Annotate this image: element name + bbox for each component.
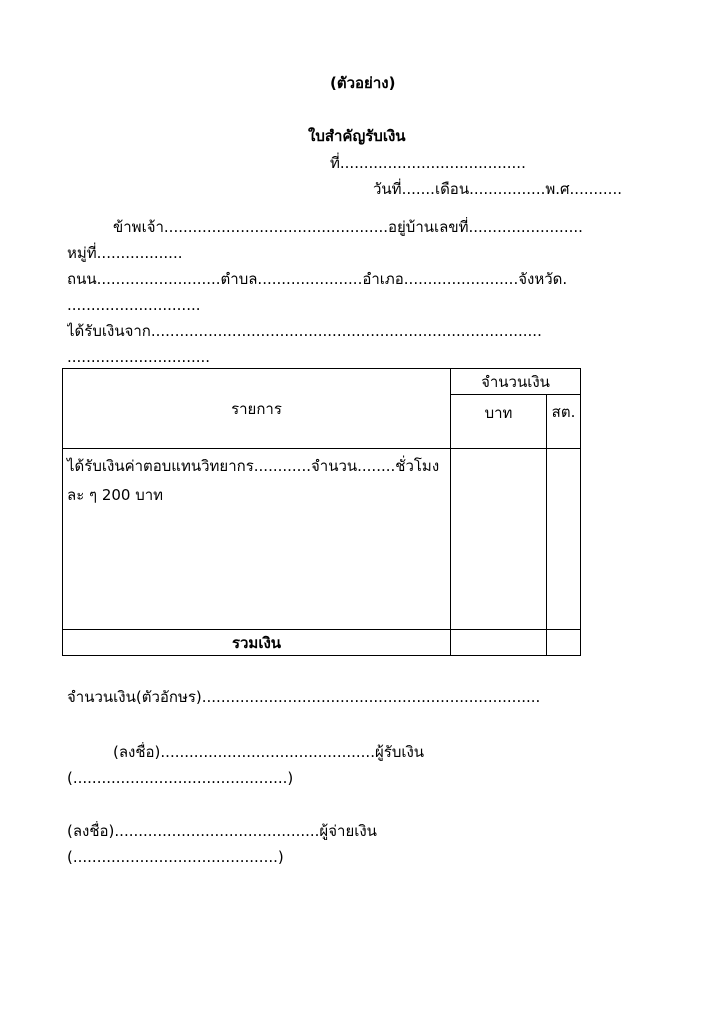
amount-in-words-line: จำนวนเงิน(ตัวอักษร)....................................................................... xyxy=(67,688,541,706)
amount-header: จำนวนเงิน xyxy=(481,372,550,391)
receipt-table xyxy=(62,368,581,656)
baht-header: บาท xyxy=(484,404,513,422)
receiver-signature-line: (ลงชื่อ).............................................ผู้รับเงิน xyxy=(113,743,425,761)
total-baht-cell xyxy=(451,630,547,656)
baht-header-cell xyxy=(451,395,547,449)
payee-line-4: ............................ xyxy=(67,296,201,314)
payer-name-line: (...........................................) xyxy=(67,848,284,866)
total-cell xyxy=(63,630,451,656)
payee-line-1: ข้าพเจ้า...............................................อยู่บ้านเลขที่........................ xyxy=(113,218,583,236)
total-satang-cell xyxy=(547,630,581,656)
date-line: วันที่.......เดือน................พ.ศ........... xyxy=(373,180,622,198)
receiver-name-line: (.............................................) xyxy=(67,769,294,787)
amount-header-cell xyxy=(451,369,581,395)
item-description: ได้รับเงินค่าตอบแทนวิทยากร............จำนวน........ชั่วโมงละ ๆ 200 บาท xyxy=(67,457,440,504)
items-header-cell xyxy=(63,369,451,449)
item-satang-cell xyxy=(547,449,581,630)
payer-signature-line: (ลงชื่อ)...........................................ผู้จ่ายเงิน xyxy=(67,822,377,840)
payee-line-2: หมู่ที่.................. xyxy=(67,244,183,262)
document-number-line: ที่....................................... xyxy=(330,154,526,172)
satang-header-cell xyxy=(547,395,581,449)
item-baht-cell xyxy=(451,449,547,630)
payee-line-6: .............................. xyxy=(67,348,211,366)
items-header: รายการ xyxy=(231,399,282,418)
satang-header: สต. xyxy=(551,403,576,421)
payee-line-3: ถนน..........................ตำบล......................อำเภอ........................จังหวัด. xyxy=(67,270,568,288)
document-title: ใบสำคัญรับเงิน xyxy=(308,127,406,145)
item-cell xyxy=(63,449,451,630)
total-label: รวมเงิน xyxy=(231,633,282,652)
payee-line-5: ได้รับเงินจาก.................................................................................. xyxy=(67,322,542,340)
sample-label: (ตัวอย่าง) xyxy=(330,74,396,92)
